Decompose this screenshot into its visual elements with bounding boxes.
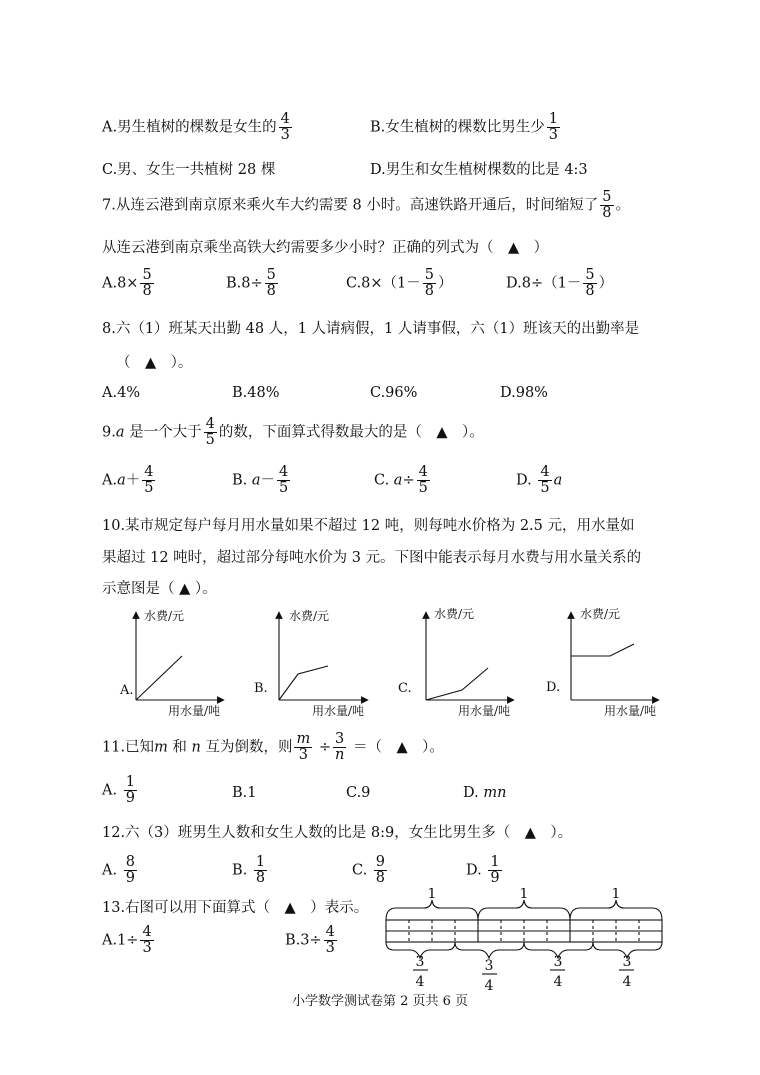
q8-stem-line1: 8.六（1）班某天出勤 48 人，1 人请病假，1 人请事假，六（1）班该天的出勤率是 <box>102 321 640 337</box>
q13-bottom-den-3: 4 <box>553 974 563 990</box>
q6-option-c: C.男、女生一共植树 28 棵 <box>102 162 276 178</box>
q12-option-c: C. $\frac{9}{8}$ <box>352 854 386 887</box>
q9-option-b: B. a－ $\frac{4}{5}$ <box>232 464 289 497</box>
q11-option-b: B.1 <box>232 785 257 801</box>
graph-a-label: A. <box>120 683 134 698</box>
q12-option-b: B. $\frac{1}{8}$ <box>232 854 266 887</box>
q13-top-label-3: 1 <box>611 888 621 902</box>
graph-c <box>426 612 514 700</box>
q9-option-d: D. $\frac{4}{5}$ a <box>516 464 563 497</box>
q6-option-a: A.男生植树的棵数是女生的 $\frac{4}{3}$ <box>102 111 290 144</box>
q12-stem: 12.六（3）班男生人数和女生人数的比是 8:9，女生比男生多（ ▲ ）。 <box>102 825 573 841</box>
q10-stem-line2: 果超过 12 吨时，超过部分每吨水价为 3 元。下图中能表示每月水费与用水量关系的 <box>102 550 642 566</box>
q13-option-a: A.1÷ $\frac{4}{3}$ <box>102 924 152 957</box>
q13-top-label-2: 1 <box>519 888 529 902</box>
graph-c-label: C. <box>398 681 412 696</box>
q6-option-b: B.女生植树的棵数比男生少 $\frac{1}{3}$ <box>370 111 558 144</box>
q7-option-d: D.8÷（1－ $\frac{5}{8}$ ） <box>506 267 614 300</box>
q8-option-d: D.98% <box>500 385 548 401</box>
graph-a-ylabel: 水费/元 <box>144 609 185 623</box>
q11-option-d: D. mn <box>463 785 507 801</box>
graph-b-ylabel: 水费/元 <box>289 609 330 623</box>
q8-option-a: A.4% <box>102 385 141 401</box>
q13-top-label-1: 1 <box>427 888 437 902</box>
q12-option-a: A. $\frac{8}{9}$ <box>102 854 135 887</box>
graph-a-xlabel: 用水量/吨 <box>168 704 221 718</box>
graph-a <box>136 612 224 700</box>
q10-stem-line1: 10.某市规定每户每月用水量如果不超过 12 吨，则每吨水价格为 2.5 元，用水量如 <box>102 518 635 534</box>
graph-c-xlabel: 用水量/吨 <box>458 704 511 718</box>
q13-bottom-num-2: 3 <box>484 958 494 974</box>
q7-option-b: B.8÷ $\frac{5}{8}$ <box>226 267 276 300</box>
q13-option-b: B.3÷ $\frac{4}{3}$ <box>285 924 335 957</box>
graph-b <box>279 612 368 700</box>
q7-stem-line1: 7.从连云港到南京原来乘火车大约需要 8 小时。高速铁路开通后，时间缩短了 $\frac{5}{8}$ 。 <box>102 189 631 222</box>
q13-bottom-den-4: 4 <box>622 974 632 990</box>
q7-option-a: A.8× $\frac{5}{8}$ <box>102 267 152 300</box>
graph-b-xlabel: 用水量/吨 <box>312 704 365 718</box>
q6-option-d: D.男生和女生植树棵数的比是 4:3 <box>370 162 588 178</box>
q13-bottom-num-3: 3 <box>553 954 563 970</box>
graph-d-label: D. <box>546 680 561 695</box>
q13-bottom-num-1: 3 <box>415 954 425 970</box>
q9-stem: 9.a 是一个大于 $\frac{4}{5}$ 的数，下面算式得数最大的是（ ▲ ）。 <box>102 416 484 449</box>
q8-option-b: B.48% <box>232 385 280 401</box>
q11-stem: 11.已知m 和 n 互为倒数，则 $\frac{m}{3}$ ÷ $\frac{3}{n}$ ＝（ ▲ ）。 <box>102 731 444 764</box>
q13-bottom-den-2: 4 <box>484 978 494 994</box>
q11-option-c: C.9 <box>346 785 371 801</box>
q9-option-c: C. a÷ $\frac{4}{5}$ <box>374 464 428 497</box>
page-footer: 小学数学测试卷第 2 页共 6 页 <box>291 994 469 1009</box>
q13-bottom-den-1: 4 <box>415 974 425 990</box>
q12-option-d: D. $\frac{1}{9}$ <box>466 854 500 887</box>
q7-option-c: C.8×（1－ $\frac{5}{8}$ ） <box>346 267 453 300</box>
graph-b-label: B. <box>254 681 268 696</box>
q9-option-a: A.a＋ $\frac{4}{5}$ <box>102 464 154 497</box>
graph-d <box>571 612 659 700</box>
q10-stem-line3: 示意图是（ ▲ ）。 <box>102 581 217 597</box>
q11-option-a: A. $\frac{1}{9}$ <box>102 774 135 807</box>
q7-stem-line2: 从连云港到南京乘坐高铁大约需要多少小时？正确的列式为（ ▲ ） <box>102 240 549 256</box>
graph-d-xlabel: 用水量/吨 <box>604 704 657 718</box>
q8-stem-line2: （ ▲ ）。 <box>116 355 193 371</box>
q10-graphs <box>0 598 760 728</box>
q8-option-c: C.96% <box>370 385 418 401</box>
graph-d-ylabel: 水费/元 <box>580 607 621 621</box>
q13-bottom-num-4: 3 <box>622 954 632 970</box>
q13-stem: 13.右图可以用下面算式（ ▲ ）表示。 <box>102 900 369 916</box>
graph-c-ylabel: 水费/元 <box>434 607 475 621</box>
q13-diagram <box>0 888 760 998</box>
